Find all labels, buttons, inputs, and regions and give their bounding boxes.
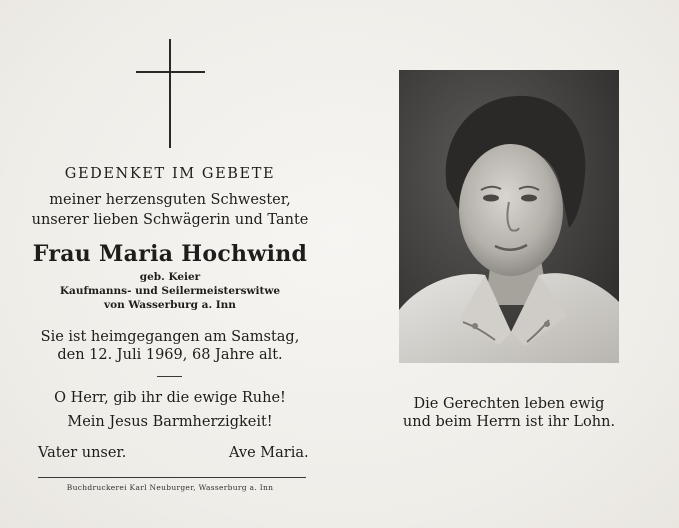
prayer-vater-unser: Vater unser. [38, 445, 127, 461]
prayer-line-1: O Herr, gib ihr die ewige Ruhe! [54, 390, 286, 406]
prayer-line-2: Mein Jesus Barmherzigkeit! [67, 414, 273, 430]
death-line-1: Sie ist heimgegangen am Samstag, [40, 329, 300, 345]
quote-line-1: Die Gerechten leben ewig [413, 396, 605, 412]
intro-line-2: unserer lieben Schwägerin und Tante [31, 212, 309, 228]
occupation: Kaufmanns- und Seilermeisterswitwe [59, 285, 281, 297]
printer-imprint: Buchdruckerei Karl Neuburger, Wasserburg a. Inn [66, 483, 274, 492]
footer-divider [38, 477, 306, 478]
cross-vertical-bar [169, 39, 171, 148]
cross-horizontal-bar [136, 71, 205, 73]
maiden-name: geb. Keier [139, 271, 201, 283]
quote-line-2: und beim Herrn ist ihr Lohn. [402, 414, 616, 430]
deceased-name: Frau Maria Hochwind [32, 241, 308, 267]
death-line-2: den 12. Juli 1969, 68 Jahre alt. [57, 347, 283, 363]
prayer-ave-maria: Ave Maria. [229, 445, 309, 461]
short-divider [157, 376, 182, 377]
portrait-illustration [399, 70, 619, 363]
portrait-photo [399, 70, 619, 363]
origin: von Wasserburg a. Inn [104, 299, 236, 311]
card-header: GEDENKET IM GEBETE [64, 166, 276, 182]
intro-line-1: meiner herzensguten Schwester, [49, 192, 291, 208]
